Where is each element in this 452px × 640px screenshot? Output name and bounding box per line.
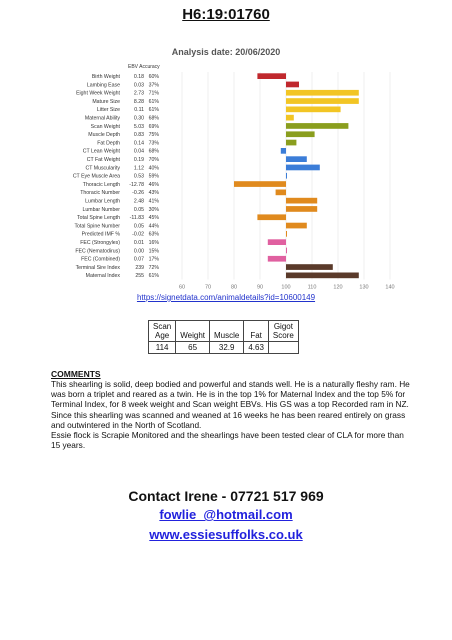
trait-label: Predicted IMF % [81,231,120,238]
ebv-bar [286,90,359,96]
accuracy-value: 15% [148,248,159,255]
ebv-bar [286,98,359,104]
ebv-bar [286,223,307,229]
value-gigot-score [268,342,298,354]
accuracy-value: 75% [148,132,159,139]
ebv-value: 5.03 [133,123,144,130]
scan-score-table [148,320,299,354]
ebv-value: -0.26 [132,190,144,197]
accuracy-value: 37% [148,82,159,89]
comments-heading: COMMENTS [51,369,101,379]
value-weight: 65 [176,342,210,354]
ebv-bar [286,273,359,279]
ebv-value: 0.14 [133,140,144,147]
ebv-value: 0.18 [133,73,144,80]
trait-label: Total Spine Number [74,223,120,230]
trait-label: Litter Size [96,107,120,114]
ebv-value: 0.53 [133,173,144,180]
ebv-value: 0.19 [133,156,144,163]
trait-label: FEC (Nematodirus) [75,248,120,255]
ebv-bar [286,264,333,270]
ebv-value: 1.12 [133,165,144,172]
comment-paragraph: Essie flock is Scrapie Monitored and the shearlings have been tested clear of CLA for more than 15 years. [51,430,404,451]
header-weight: Weight [176,321,210,342]
accuracy-value: 68% [148,148,159,155]
ebv-value: 0.11 [134,107,144,114]
trait-label: Fat Depth [97,140,120,147]
ebv-value: 8.28 [133,98,144,105]
ebv-bar [286,231,287,237]
accuracy-value: 59% [148,173,159,180]
accuracy-value: 41% [148,198,159,205]
ebv-value: 0.30 [133,115,144,122]
ebv-value: -0.02 [132,231,144,238]
accuracy-value: 60% [148,73,159,80]
analysis-date: Analysis date: 20/06/2020 [171,47,281,57]
ebv-value: -12.78 [129,181,144,188]
ebv-value: 0.05 [133,223,144,230]
accuracy-value: 68% [148,115,159,122]
ebv-bar [286,173,287,179]
x-tick-label: 90 [256,284,264,290]
x-tick-label: 70 [204,284,212,290]
trait-label: Lumbar Number [82,206,120,213]
trait-label: Maternal Ability [84,115,120,122]
ebv-value: 0.07 [133,256,144,263]
accuracy-value: 73% [148,140,159,147]
accuracy-value: 40% [148,165,159,172]
trait-label: Eight Week Weight [76,90,120,97]
trait-label: Maternal Index [85,273,120,280]
trait-label: Thoracic Number [80,190,120,197]
ebv-bar [257,214,286,220]
ebv-bar-chart [20,60,400,290]
trait-label: Terminal Sire Index [75,264,120,271]
contact-line: Contact Irene - 07721 517 969 [128,488,324,504]
ebv-value: 255 [135,273,144,280]
page-title: H6:19:01760 [182,6,270,23]
trait-label: Thoracic Length [82,181,120,188]
ebv-value: 0.00 [133,248,144,255]
ebv-value: 0.04 [133,148,144,155]
accuracy-value: 44% [148,223,159,230]
x-tick-label: 120 [333,284,343,290]
trait-label: CT Lean Weight [82,148,120,155]
header-muscle: Muscle [210,321,244,342]
ebv-bar [257,73,286,79]
ebv-bar [286,82,299,88]
x-tick-label: 110 [307,284,317,290]
accuracy-value: 61% [148,107,159,114]
trait-label: FEC (Combined) [81,256,120,263]
ebv-value: -11.83 [129,215,144,222]
ebv-bar [286,115,294,121]
ebv-bar [286,123,348,129]
ebv-bar [286,107,341,113]
ebv-value: 239 [135,264,144,271]
ebv-bar [286,165,320,171]
trait-label: CT Muscularity [85,165,120,172]
ebv-bar [286,206,317,212]
accuracy-value: 43% [148,190,159,197]
accuracy-value: 61% [148,98,159,105]
trait-label: CT Eye Muscle Area [72,173,120,180]
accuracy-value: 72% [148,264,159,271]
header-fat: Fat [244,321,269,342]
ebv-bar [286,131,315,137]
x-tick-label: 100 [281,284,291,290]
accuracy-value: 30% [148,206,159,213]
accuracy-value: 63% [148,231,159,238]
animal-details-link[interactable]: https://signetdata.com/animaldetails?id=10600149 [136,293,316,302]
ebv-value: 0.01 [133,239,144,246]
x-tick-label: 60 [178,284,186,290]
trait-label: Muscle Depth [88,132,120,139]
header-scan-age: Scan Age [149,321,176,342]
x-tick-label: 80 [230,284,238,290]
website-link[interactable]: www.essiesuffolks.co.uk [149,527,303,542]
ebv-bar [286,140,296,146]
ebv-bar [286,198,317,204]
ebv-bar [268,256,286,262]
accuracy-value: 69% [148,123,159,130]
trait-label: Lambing Ease [86,82,120,89]
trait-label: Total Spine Length [77,215,120,222]
value-scan-age: 114 [149,342,176,354]
ebv-accuracy-header: EBV Accuracy [128,64,160,70]
accuracy-value: 70% [148,156,159,163]
accuracy-value: 61% [148,273,159,280]
trait-label: Birth Weight [91,73,120,80]
ebv-bar [281,148,286,154]
ebv-value: 2.48 [133,198,144,205]
accuracy-value: 17% [148,256,159,263]
x-tick-label: 130 [359,284,369,290]
ebv-value: 0.05 [133,206,144,213]
comments-body [51,379,411,450]
comment-paragraph: This shearling is solid, deep bodied and powerful and stands well. He is a naturally fleshy ram. He was born a triplet and reared as a twin. He is in the top 1% for Maternal Index and the top 5% for Terminal Index, for 8 week weight and Scan weight EBVs. His GS was a top Recorded ram in NZ. Since this shearling was scanned and weaned at 16 weeks he has been reared entirely on grass and outwintered in the North of Scotland. [51,379,410,430]
ebv-value: 2.73 [133,90,144,97]
trait-label: Scan Weight [90,123,120,130]
accuracy-value: 45% [148,215,159,222]
trait-label: CT Fat Weight [86,156,120,163]
value-muscle: 32.9 [210,342,244,354]
ebv-bar [268,239,286,245]
accuracy-value: 16% [148,239,159,246]
ebv-value: 0.03 [133,82,144,89]
header-gigot-score: Gigot Score [268,321,298,342]
ebv-bar [276,190,286,196]
ebv-bar [234,181,286,187]
trait-label: FEC (Strongyles) [80,239,120,246]
x-tick-label: 140 [385,284,395,290]
trait-label: Lumbar Length [85,198,120,205]
accuracy-value: 46% [148,181,159,188]
accuracy-value: 71% [148,90,159,97]
value-fat: 4.63 [244,342,269,354]
trait-label: Mature Size [92,98,120,105]
ebv-bar [286,248,287,254]
ebv-value: 0.83 [133,132,144,139]
ebv-bar [286,156,307,162]
email-link[interactable]: fowlie_@hotmail.com [159,507,293,522]
